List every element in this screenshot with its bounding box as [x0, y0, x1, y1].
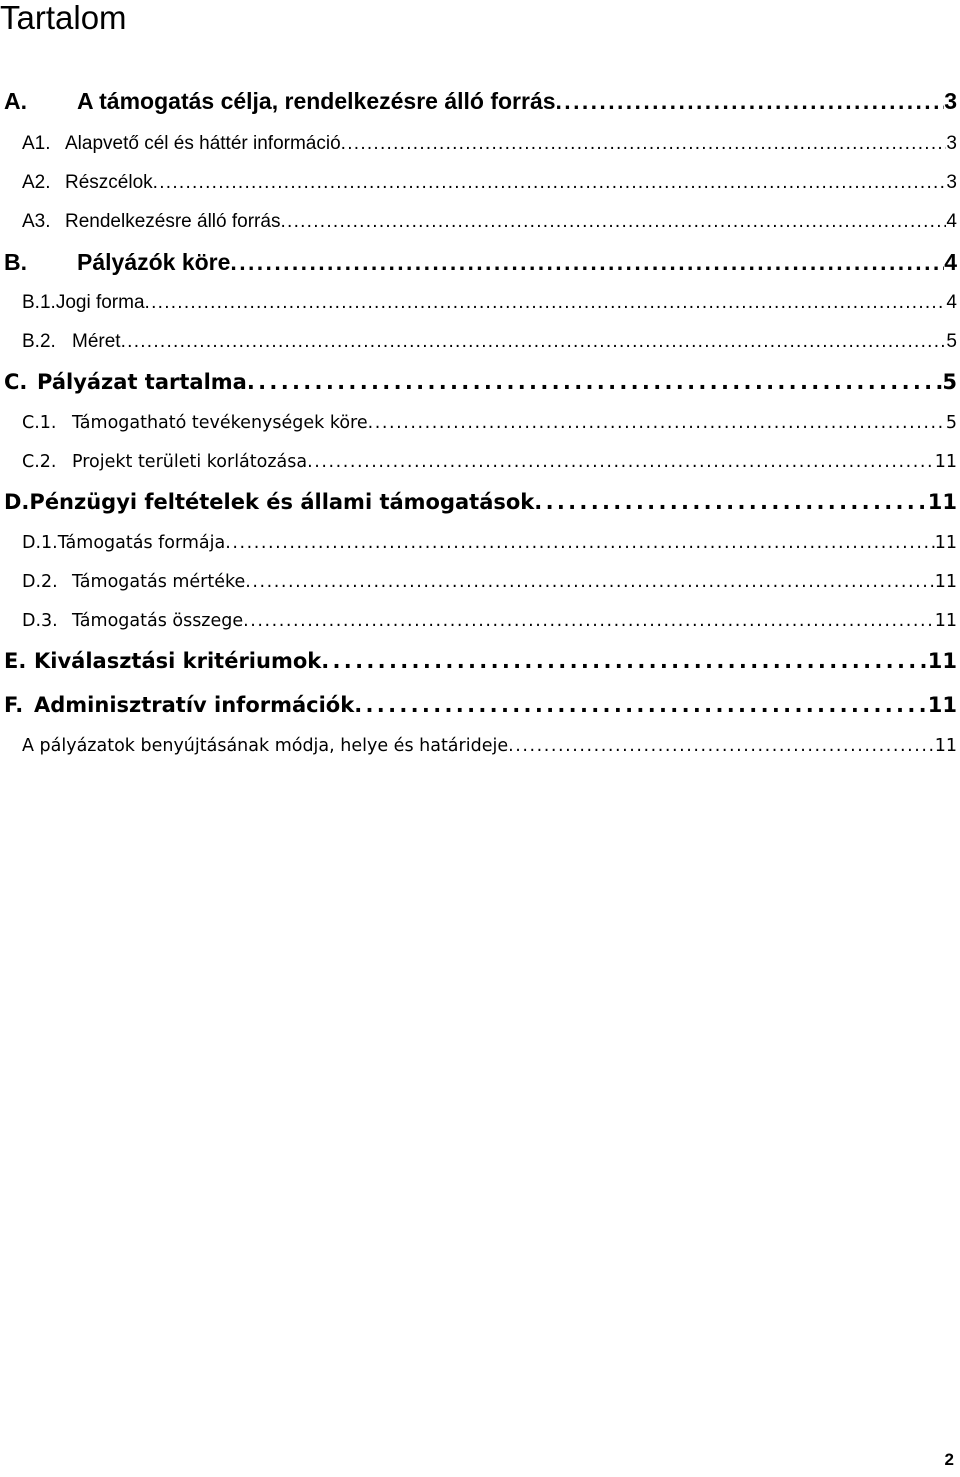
toc-entry-a1[interactable] [22, 133, 957, 155]
toc-prefix: C.2. [22, 452, 57, 472]
toc-page-number: 11 [934, 452, 957, 472]
toc-entry-b[interactable] [4, 249, 957, 276]
toc-page-number: 3 [944, 88, 957, 114]
toc-text: Pénzügyi feltételek és állami támogatások [29, 490, 535, 514]
toc-entry-submission[interactable] [22, 736, 957, 756]
toc-entry-c1[interactable] [22, 413, 957, 433]
toc-text: Rendelkezésre álló forrás [65, 211, 281, 232]
toc-leader [145, 292, 947, 314]
toc-entry-d2[interactable] [22, 572, 957, 592]
toc-leader [225, 533, 934, 553]
toc-entry-a3[interactable] [22, 211, 957, 233]
toc-leader [121, 331, 947, 353]
toc-page-number: 11 [934, 572, 957, 592]
toc-page-number: 11 [934, 736, 957, 756]
toc-prefix: E. [4, 649, 27, 673]
toc-prefix: B.2. [22, 331, 56, 352]
toc-prefix: A1. [22, 133, 51, 154]
toc-entry-c2[interactable] [22, 452, 957, 472]
toc-entry-b1[interactable] [22, 292, 957, 314]
toc-text: Részcélok [65, 172, 153, 193]
toc-text: Jogi forma [55, 292, 145, 313]
toc-entry-b2[interactable] [22, 331, 957, 353]
toc-prefix: A2. [22, 172, 51, 193]
toc-prefix: A3. [22, 211, 51, 232]
toc-prefix: F. [4, 693, 24, 717]
toc-page-number: 11 [927, 649, 957, 673]
page-title: Tartalom [0, 0, 127, 36]
toc-entry-a[interactable] [4, 88, 957, 115]
toc-leader [321, 649, 928, 673]
toc-leader [368, 413, 946, 433]
toc-leader [556, 88, 945, 115]
toc-leader [534, 490, 927, 514]
toc-prefix: D. [4, 490, 30, 514]
toc-leader [247, 370, 943, 394]
toc-page-number: 11 [927, 490, 957, 514]
toc-prefix: B. [4, 249, 27, 275]
toc-prefix: D.3. [22, 611, 58, 631]
toc-text: Méret [72, 331, 121, 352]
toc-prefix: A. [4, 88, 27, 114]
toc-entry-f[interactable] [4, 693, 957, 717]
page-number: 2 [944, 1450, 954, 1469]
toc-leader [508, 736, 935, 756]
toc-prefix: D.1. [22, 533, 58, 553]
toc-leader [245, 572, 934, 592]
toc-text: Pályázók köre [77, 249, 231, 275]
toc-text: Támogatás formája [57, 533, 226, 553]
toc-text: Adminisztratív információk [34, 693, 355, 717]
toc-entry-d1[interactable] [22, 533, 957, 553]
toc-page-number: 5 [942, 370, 957, 394]
toc-leader [230, 249, 944, 276]
toc-page-number: 11 [934, 611, 957, 631]
toc-page-number: 3 [946, 172, 957, 193]
toc-text: Támogatható tevékenységek köre [72, 413, 368, 433]
toc-text: Támogatás összege [72, 611, 244, 631]
toc-text: Alapvető cél és háttér információ [65, 133, 341, 154]
toc-page-number: 4 [944, 249, 957, 275]
toc-text: A pályázatok benyújtásának módja, helye és határideje [22, 736, 509, 756]
toc-text: A támogatás célja, rendelkezésre álló forrás [77, 88, 556, 114]
toc-page-number: 4 [946, 292, 957, 313]
toc-entry-d[interactable] [4, 490, 957, 514]
toc-leader [243, 611, 935, 631]
toc-page-number: 5 [946, 331, 957, 352]
toc-leader [280, 211, 946, 233]
toc-page-number: 3 [946, 133, 957, 154]
toc-prefix: D.2. [22, 572, 58, 592]
toc-prefix: C.1. [22, 413, 57, 433]
toc-page-number: 4 [946, 211, 957, 232]
toc-page-number: 11 [934, 533, 957, 553]
toc-page-number: 5 [945, 413, 957, 433]
toc-text: Pályázat tartalma [37, 370, 247, 394]
toc-leader [153, 172, 947, 194]
toc-page-number: 11 [927, 693, 957, 717]
toc-text: Támogatás mértéke [72, 572, 246, 592]
toc-leader [307, 452, 935, 472]
toc-prefix: B.1. [22, 292, 56, 313]
toc-leader [354, 693, 928, 717]
toc-text: Kiválasztási kritériumok [34, 649, 322, 673]
toc-leader [341, 133, 947, 155]
toc-text: Projekt területi korlátozása [72, 452, 308, 472]
toc-entry-c[interactable] [4, 370, 957, 394]
toc-entry-a2[interactable] [22, 172, 957, 194]
toc-prefix: C. [4, 370, 28, 394]
toc-entry-e[interactable] [4, 649, 957, 673]
toc-entry-d3[interactable] [22, 611, 957, 631]
